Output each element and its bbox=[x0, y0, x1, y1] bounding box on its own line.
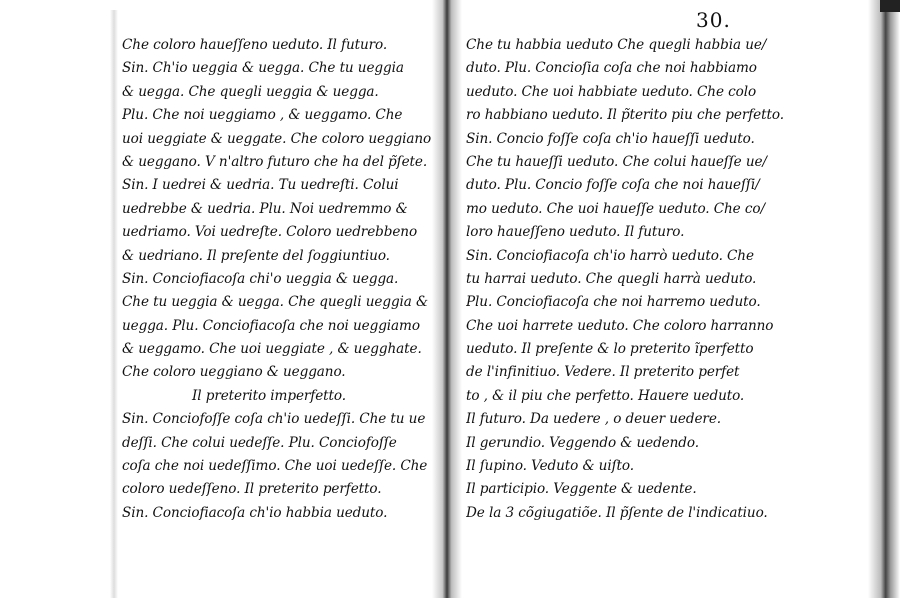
text-line: tu harrai ueduto. Che quegli harrà ueduto. bbox=[466, 270, 757, 287]
left-margin bbox=[0, 0, 120, 598]
text-line: & uedriano. Il preſente del ſoggiuntiuo. bbox=[122, 247, 390, 264]
page-edge-shadow bbox=[110, 10, 118, 598]
text-line: deſſi. Che colui uedeſſe. Plu. Conciofoſſe bbox=[122, 434, 397, 451]
text-line: De la 3 cõgiugatiõe. Il p̃ſente de l'indicatiuo. bbox=[466, 504, 768, 521]
right-page-edge bbox=[868, 0, 900, 598]
text-line: Che tu ueggia & uegga. Che quegli ueggia & bbox=[122, 294, 429, 311]
text-line: Che coloro ueggiano & ueggano. bbox=[122, 364, 346, 381]
text-line: coſa che noi uedeſſimo. Che uoi uedeſſe. Che bbox=[122, 458, 428, 475]
text-line: Che tu haueſſi ueduto. Che colui haueſſe ue/ bbox=[466, 153, 767, 170]
text-line: mo ueduto. Che uoi haueſſe ueduto. Che co/ bbox=[466, 200, 765, 217]
right-page bbox=[466, 34, 792, 525]
text-line: uedriamo. Voi uedreſte. Coloro uedrebbeno bbox=[122, 224, 418, 241]
text-line: Il gerundio. Veggendo & uedendo. bbox=[466, 434, 699, 451]
text-line: Sin. I uedrei & uedria. Tu uedreſti. Colui bbox=[122, 177, 399, 194]
text-line: Sin. Conciofiacoſa ch'io habbia ueduto. bbox=[122, 504, 388, 521]
text-line: loro haueſſeno ueduto. Il futuro. bbox=[466, 224, 685, 241]
text-line: Sin. Concio foſſe coſa ch'io haueſſi ueduto. bbox=[466, 130, 755, 147]
text-line: ro habbiano ueduto. Il p̃terito piu che perfetto. bbox=[466, 107, 784, 124]
text-line: Sin. Conciofoſſe coſa ch'io uedeſſi. Che tu ue bbox=[122, 411, 426, 428]
text-line: uegga. Plu. Conciofiacoſa che noi ueggiamo bbox=[122, 317, 420, 334]
text-line: de l'infinitiuo. Vedere. Il preterito perfet bbox=[466, 364, 740, 381]
text-line: Plu. Conciofiacoſa che noi harremo ueduto. bbox=[466, 294, 761, 311]
text-line: & ueggano. V n'altro futuro che ha del p̃ſete. bbox=[122, 153, 428, 170]
section-heading: Il preterito imperfetto. bbox=[192, 387, 346, 404]
text-line: Che coloro haueſſeno ueduto. Il futuro. bbox=[122, 37, 388, 53]
text-line: Il ſupino. Veduto & uiſto. bbox=[466, 458, 634, 475]
text-line: Che tu habbia ueduto Che quegli habbia ue/ bbox=[466, 37, 767, 53]
text-line: duto. Plu. Concio foſſe coſa che noi haueſſi/ bbox=[466, 177, 760, 194]
text-line: Sin. Conciofiacoſa chi'o ueggia & uegga. bbox=[122, 270, 399, 287]
left-page bbox=[122, 34, 440, 525]
text-line: Sin. Conciofiacoſa ch'io harrò ueduto. Che bbox=[466, 247, 754, 264]
text-line: ueduto. Che uoi habbiate ueduto. Che colo bbox=[466, 83, 757, 100]
text-line: Il participio. Veggente & uedente. bbox=[466, 481, 697, 498]
page-number: 30. bbox=[696, 8, 731, 32]
text-line: to , & il piu che perfetto. Hauere ueduto. bbox=[466, 387, 745, 404]
text-line: Il futuro. Da uedere , o deuer uedere. bbox=[466, 411, 721, 428]
text-line: Plu. Che noi ueggiamo , & ueggamo. Che bbox=[122, 107, 403, 124]
text-line: uedrebbe & uedria. Plu. Noi uedremmo & bbox=[122, 200, 408, 217]
text-line: Sin. Ch'io ueggia & uegga. Che tu ueggia bbox=[122, 60, 404, 77]
text-line: Che uoi harrete ueduto. Che coloro harranno bbox=[466, 317, 774, 334]
text-line: duto. Plu. Concioſia coſa che noi habbiamo bbox=[466, 60, 757, 77]
corner-mark bbox=[880, 0, 900, 12]
text-line: & ueggamo. Che uoi ueggiate , & uegghate. bbox=[122, 341, 422, 358]
text-line: ueduto. Il preſente & lo preterito ĩperfetto bbox=[466, 341, 754, 358]
text-line: uoi ueggiate & ueggate. Che coloro ueggiano bbox=[122, 130, 432, 147]
text-line: coloro uedeſſeno. Il preterito perfetto. bbox=[122, 481, 382, 498]
text-line: & uegga. Che quegli ueggia & uegga. bbox=[122, 83, 379, 100]
